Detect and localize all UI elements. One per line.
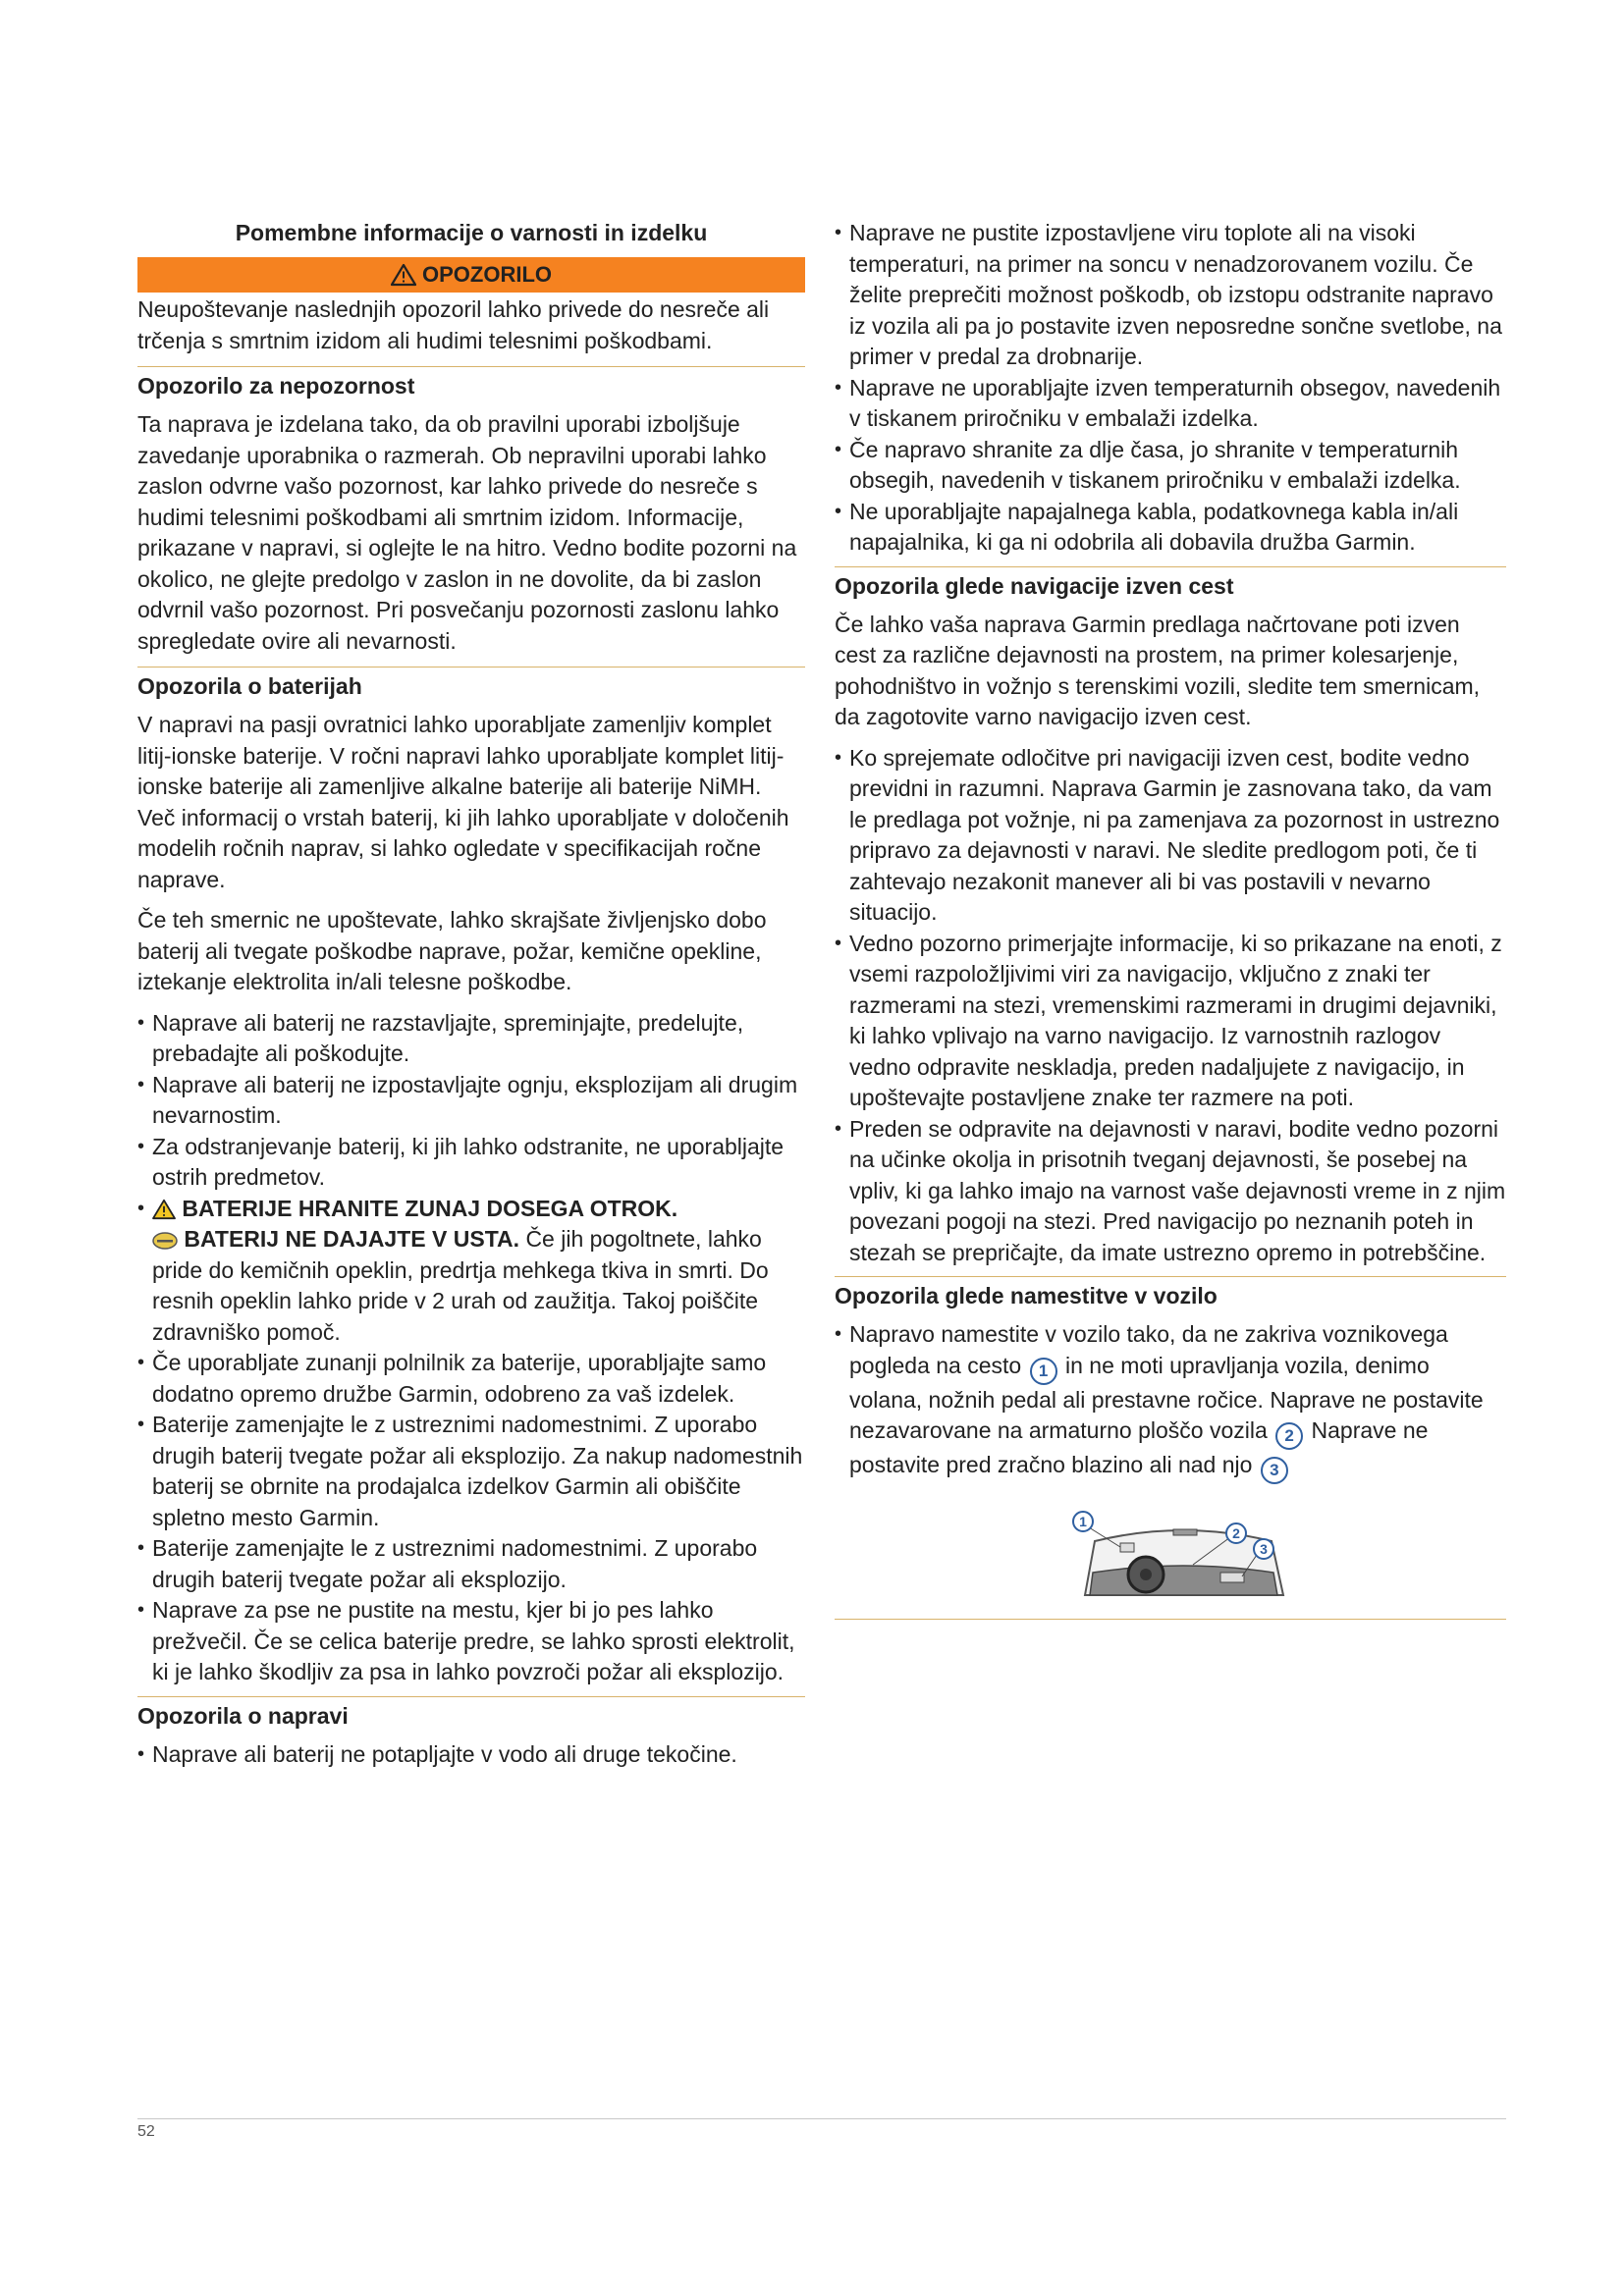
list-item: • Preden se odpravite na dejavnosti v naravi, bodite vedno pozorni na učinke okolja in prisotnih tveganj dejavnosti, še posebej na vpliv, ki ga lahko imajo na varnost vaše dejavnosti vreme in z njim povezani pogoji na stezi. Pred navigacijo po neznanih poteh in stezah se prepričajte, da imate ustrezno opremo in potrebščine. [835, 1114, 1506, 1269]
section-heading-device: Opozorila o napravi [137, 1696, 805, 1732]
page-title: Pomembne informacije o varnosti in izdelku [235, 220, 708, 245]
list-item: • Ko sprejemate odločitve pri navigaciji izven cest, bodite vedno previdni in razumni. Naprava Garmin je zasnovana tako, da vam le predlaga pot vožnje, ni pa zamenjava za pozornost in ustrezno pripravo za dejavnosti v naravi. Ne sledite predlogom poti, če ti zahtevajo nezakonit manever ali bi vas postavili v nevarno situacijo. [835, 743, 1506, 929]
mount-list [835, 1319, 1506, 1484]
dashboard-mount-diagram [1056, 1502, 1311, 1600]
warning-triangle-icon [391, 263, 416, 287]
warning-banner [137, 257, 805, 293]
list-item: • Ne uporabljajte napajalnega kabla, podatkovnega kabla in/ali napajalnika, ki ga ni odobrila ali dobavila družba Garmin. [835, 497, 1506, 559]
mount-text-2: in ne moti upravljanja vozila, denimo volana, nožnih pedal ali prestavne ročice. Naprave ne postavite nezavarovane na armaturno ploščo vozila [849, 1352, 1484, 1443]
section-heading-offroad: Opozorila glede navigacije izven cest [835, 566, 1506, 602]
svg-text:3: 3 [1260, 1541, 1268, 1557]
mount-position-1 [1120, 1543, 1134, 1552]
marker-2: 2 [1275, 1422, 1303, 1450]
coin-cell-warning-item [137, 1194, 805, 1349]
section-heading-attention: Opozorilo za nepozornost [137, 366, 805, 401]
device-list-right [835, 218, 1506, 559]
list-item: • Naprave ne uporabljajte izven temperaturnih obsegov, navedenih v tiskanem priročniku v embalaži izdelka. [835, 373, 1506, 435]
marker-1: 1 [1030, 1358, 1057, 1385]
list-item: • Baterije zamenjajte le z ustreznimi nadomestnimi. Z uporabo drugih baterij tvegate požar ali eksplozijo. Za nakup nadomestnih baterij se obrnite na prodajalca izdelkov Garmin ali obiščite spletno mesto Garmin. [137, 1410, 805, 1533]
section-divider [835, 1619, 1506, 1620]
list-item: • Baterije zamenjajte le z ustreznimi nadomestnimi. Z uporabo drugih baterij tvegate požar ali eksplozijo. [137, 1533, 805, 1595]
warning-triangle-icon [152, 1199, 176, 1220]
page-number: 52 [137, 2123, 155, 2140]
svg-text:2: 2 [1232, 1525, 1240, 1541]
list-item: • Naprave za pse ne pustite na mestu, kjer bi jo pes lahko prežvečil. Če se celica baterije predre, se lahko sprosti elektrolit, ki je lahko škodljiv za psa in lahko povzroči požar ali eksplozijo. [137, 1595, 805, 1688]
mount-text-3: Naprave ne postavite pred zračno blazino ali nad njo [849, 1417, 1429, 1477]
mount-text-1: Napravo namestite v vozilo tako, da ne zakriva voznikovega pogleda na cesto [849, 1321, 1448, 1378]
list-item: • Če uporabljate zunanji polnilnik za baterije, uporabljajte samo dodatno opremo družbe Garmin, odobreno za vaš izdelek. [137, 1348, 805, 1410]
coin-warning-bold-1: BATERIJE HRANITE ZUNAJ DOSEGA OTROK. [182, 1195, 678, 1221]
battery-list [137, 1008, 805, 1688]
coin-warning-bold-2: BATERIJ NE DAJAJTE V USTA. [184, 1226, 520, 1252]
offroad-list [835, 743, 1506, 1269]
attention-text: Ta naprava je izdelana tako, da ob pravilni uporabi izboljšuje zavedanje uporabnika o razmerah. Ob nepravilni uporabi lahko zaslon odvrne vašo pozornost, kar lahko privede do nesreče s hudimi telesnimi poškodbami ali smrtnim izidom. Informacije, prikazane v napravi, si oglejte le na hitro. Vedno bodite pozorni na okolico, ne glejte predolgo v zaslon in ne dovolite, da bi zaslon odvrnil vašo pozornost. Pri posvečanju pozornosti zaslonu lahko spregledate ovire ali nevarnosti. [137, 411, 797, 654]
coin-battery-icon [152, 1231, 178, 1251]
list-item: • Naprave ali baterij ne razstavljajte, spreminjajte, predelujte, prebadajte ali poškodujte. [137, 1008, 805, 1070]
section-heading-mount: Opozorila glede namestitve v vozilo [835, 1276, 1506, 1311]
list-item: • Za odstranjevanje baterij, ki jih lahko odstranite, ne uporabljajte ostrih predmetov. [137, 1132, 805, 1194]
intro-text: Neupoštevanje naslednjih opozoril lahko privede do nesreče ali trčenja s smrtnim izidom ali hudimi telesnimi poškodbami. [137, 296, 770, 353]
list-item: • Naprave ali baterij ne potapljajte v vodo ali druge tekočine. [137, 1739, 805, 1771]
list-item: • Naprave ne pustite izpostavljene viru toplote ali na visoki temperaturi, na primer na soncu v nenadzorovanem vozilu. Če želite preprečiti možnost poškodb, ob izstopu odstranite napravo iz vozila ali pa jo postavite izven neposredne sončne svetlobe, na primer v predal za drobnarije. [835, 218, 1506, 373]
warning-label: OPOZORILO [422, 262, 552, 287]
footer-divider [137, 2118, 1506, 2119]
mount-position-3 [1220, 1573, 1244, 1582]
battery-paragraph-1: V napravi na pasji ovratnici lahko uporabljate zamenljiv komplet litij-ionske baterije. V ročni napravi lahko uporabljate komplet litij-ionske baterije ali zamenljive alkalne baterije ali baterije NiMH. Več informacij o vrstah baterij, ki jih lahko uporabljate v določenih modelih ročnih naprav, si lahko ogledate v specifikacijah ročne naprave. [137, 712, 789, 892]
battery-paragraph-2: Če teh smernic ne upoštevate, lahko skrajšate življenjsko dobo baterij ali tvegate poškodbe naprave, požar, kemične opekline, iztekanje elektrolita in/ali telesne poškodbe. [137, 907, 767, 994]
list-item: • Če napravo shranite za dlje časa, jo shranite v temperaturnih obsegih, navedenih v tiskanem priročniku v embalaži izdelka. [835, 435, 1506, 497]
list-item: • Vedno pozorno primerjajte informacije, ki so prikazane na enoti, z vsemi razpoložljivimi viri za navigacijo, vključno z znaki ter razmerami na stezi, vremenskimi razmerami in drugimi dejavniki, ki lahko vplivajo na varno navigacijo. Iz varnostnih razlogov vedno odpravite neskladja, preden nadaljujete z navigacijo, in upoštevajte postavljene znake ter razmere na poti. [835, 929, 1506, 1114]
right-column [835, 218, 1506, 1620]
coin-warning-text: Če jih pogoltnete, lahko pride do kemičnih opeklin, predrtja mehkega tkiva in smrti. Do resnih opeklin lahko pride v 2 urah od zaužitja. Takoj poiščite zdravniško pomoč. [152, 1226, 769, 1345]
list-item: • Naprave ali baterij ne izpostavljajte ognju, eksplozijam ali drugim nevarnostim. [137, 1070, 805, 1132]
marker-3: 3 [1261, 1457, 1288, 1484]
svg-text:1: 1 [1079, 1514, 1087, 1529]
mount-item [835, 1319, 1506, 1484]
rearview-mirror [1173, 1529, 1197, 1535]
diagram-marker-3 [1254, 1539, 1273, 1559]
diagram-marker-1 [1073, 1512, 1093, 1531]
device-list-left [137, 1739, 805, 1771]
left-column [137, 218, 805, 1778]
offroad-text: Če lahko vaša naprava Garmin predlaga načrtovane poti izven cest za različne dejavnosti na prostem, na primer kolesarjenje, pohodništvo in vožnjo s terenskimi vozili, sledite tem smernicam, da zagotovite varno navigacijo izven cest. [835, 611, 1481, 729]
section-heading-batteries: Opozorila o baterijah [137, 667, 805, 702]
diagram-marker-2 [1226, 1523, 1246, 1543]
dashboard-shape [1090, 1566, 1277, 1595]
